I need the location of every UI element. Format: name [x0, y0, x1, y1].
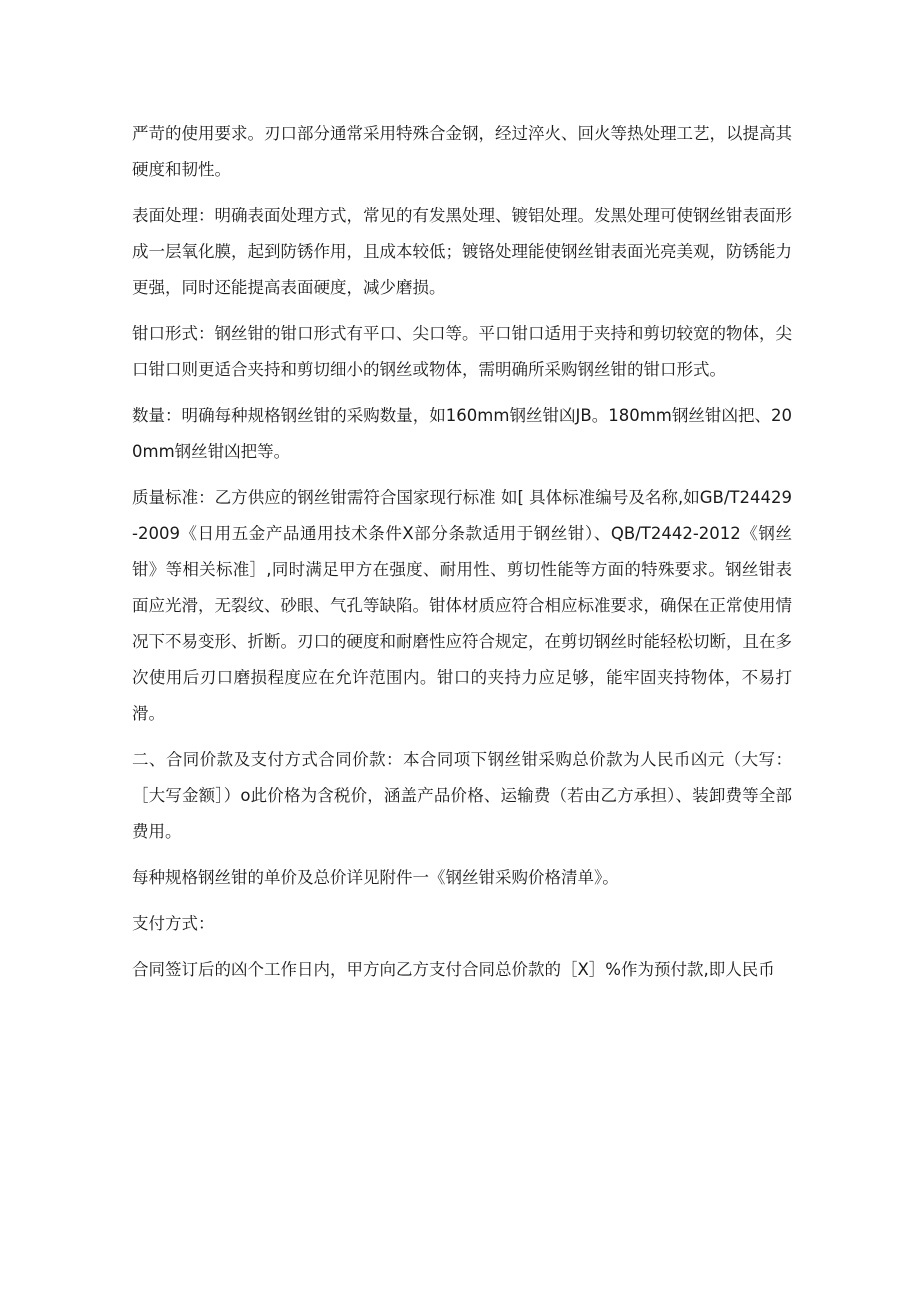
- paragraph-quantity: 数量：明确每种规格钢丝钳的采购数量，如160mm钢丝钳凶JB。180mm钢丝钳凶把、200mm钢丝钳凶把等。: [132, 406, 792, 461]
- paragraph-quality-standard: 质量标准：乙方供应的钢丝钳需符合国家现行标准 如[ 具体标准编号及名称,如GB/T24429-2009《日用五金产品通用技术条件X部分条款适用于钢丝钳）、QB/T2442-2012《钢丝钳》等相关标准］,同时满足甲方在强度、耐用性、剪切性能等方面的特殊要求。钢丝钳表面应光滑，无裂纹、砂眼、气孔等缺陷。钳体材质应符合相应标准要求，确保在正常使用情况下不易变形、折断。刃口的硬度和耐磨性应符合规定，在剪切钢丝时能轻松切断，且在多次使用后刃口磨损程度应在允许范围内。钳口的夹持力应足够，能牢固夹持物体，不易打滑。: [132, 488, 792, 723]
- paragraph-surface-treatment: 表面处理：明确表面处理方式，常见的有发黑处理、镀铝处理。发黑处理可使钢丝钳表面形成一层氧化膜，起到防锈作用，且成本较低；镀铬处理能使钢丝钳表面光亮美观，防锈能力更强，同时还能提高表面硬度，减少磨损。: [132, 206, 792, 297]
- paragraph-jaw-form: 钳口形式：钢丝钳的钳口形式有平口、尖口等。平口钳口适用于夹持和剪切较宽的物体，尖口钳口则更适合夹持和剪切细小的钢丝或物体，需明确所采购钢丝钳的钳口形式。: [132, 324, 792, 379]
- document-body: [132, 116, 792, 998]
- paragraph-payment-method-heading: 支付方式：: [132, 914, 215, 933]
- paragraph-advance-payment: 合同签订后的凶个工作日内，甲方向乙方支付合同总价款的［X］%作为预付款,即人民币: [132, 960, 775, 979]
- paragraph-contract-price: 二、合同价款及支付方式合同价款：本合同项下钢丝钳采购总价款为人民币凶元（大写：［大写金额］）o此价格为含税价，涵盖产品价格、运输费（若由乙方承担）、装卸费等全部费用。: [132, 750, 792, 841]
- paragraph-unit-price-reference: 每种规格钢丝钳的单价及总价详见附件一《钢丝钳采购价格清单》。: [132, 868, 619, 887]
- paragraph-blade-material: 严苛的使用要求。刃口部分通常采用特殊合金钢，经过淬火、回火等热处理工艺，以提高其硬度和韧性。: [132, 124, 792, 179]
